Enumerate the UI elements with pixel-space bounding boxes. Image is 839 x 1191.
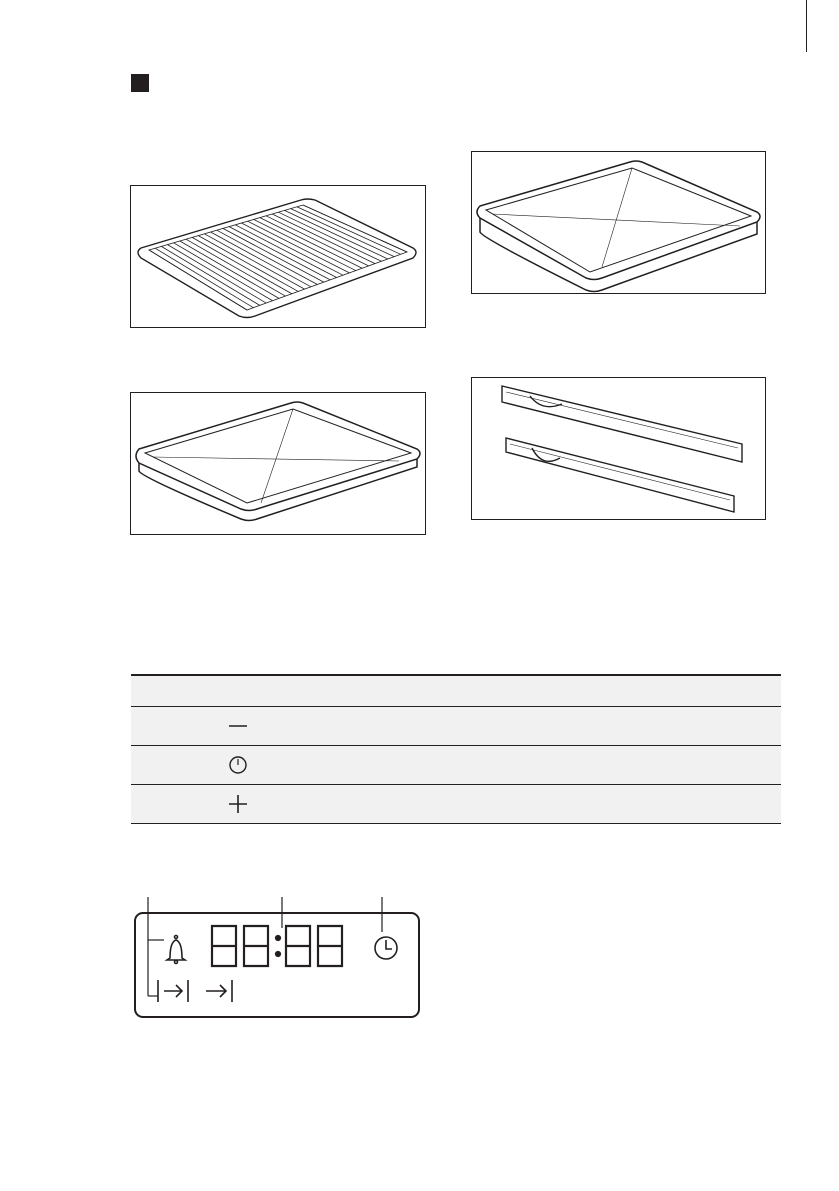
display-panel [134, 912, 420, 1018]
digit-display [212, 926, 342, 966]
bell-icon [167, 936, 185, 964]
colon-dot [276, 936, 280, 940]
digit [244, 926, 268, 966]
end-time-icon [206, 980, 232, 1002]
colon-dot [276, 952, 280, 956]
clock-icon [375, 937, 397, 959]
digit [212, 926, 236, 966]
digit [318, 926, 342, 966]
digit [286, 926, 310, 966]
duration-icon [158, 980, 188, 1002]
